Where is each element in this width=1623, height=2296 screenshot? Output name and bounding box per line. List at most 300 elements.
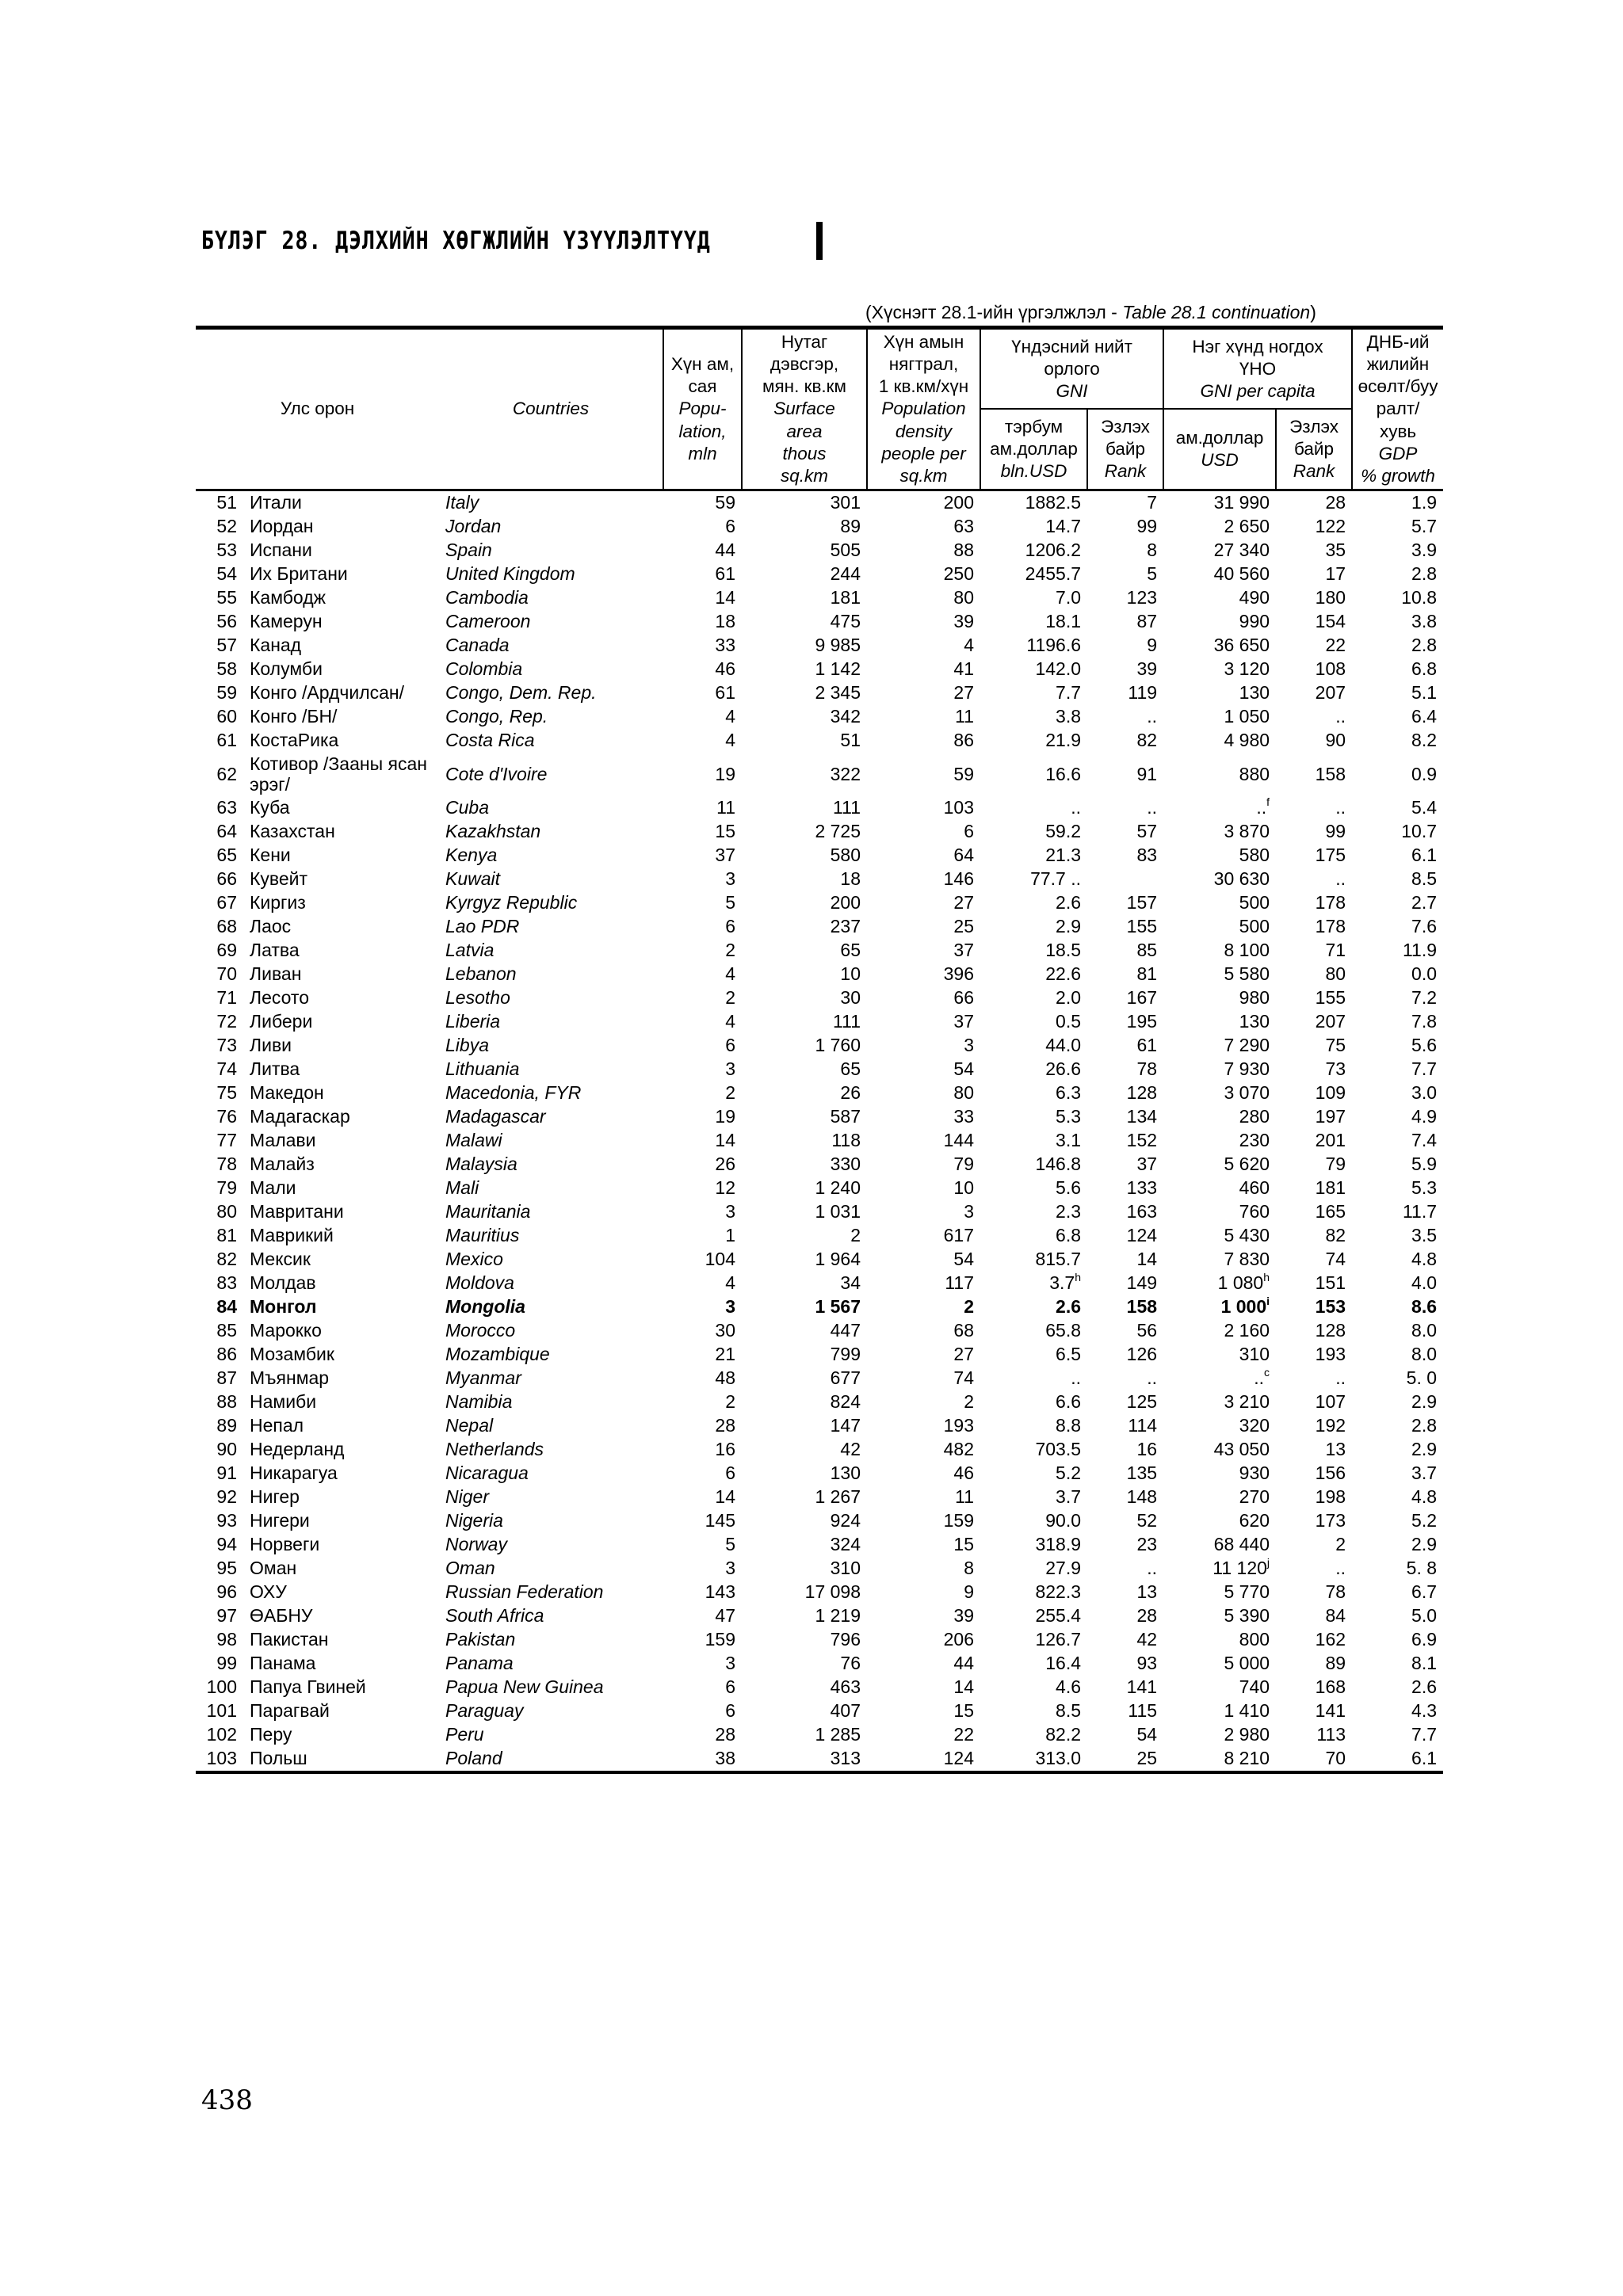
country-name-mn: Ливан bbox=[250, 963, 302, 985]
surface-area-cell: 147 bbox=[830, 1415, 861, 1436]
gni-rank-cell: 28 bbox=[1136, 1605, 1158, 1627]
gni-per-capita-cell: 2 650 bbox=[1224, 516, 1270, 537]
row-number: 78 bbox=[216, 1154, 237, 1175]
surface-area-cell: 42 bbox=[840, 1439, 861, 1460]
population-cell: 6 bbox=[725, 916, 736, 937]
population-cell: 3 bbox=[725, 868, 736, 890]
country-name-en: Mozambique bbox=[445, 1344, 550, 1365]
header-line: орлого bbox=[1044, 358, 1100, 379]
country-name-en: Lebanon bbox=[445, 963, 517, 985]
gni-per-capita-cell: 230 bbox=[1239, 1130, 1270, 1151]
gni-per-capita-rank-cell: 201 bbox=[1315, 1130, 1346, 1151]
country-name-en: Mauritania bbox=[445, 1201, 531, 1222]
country-name-mn: Марокко bbox=[250, 1320, 322, 1341]
header-gnipc-usd bbox=[1163, 409, 1276, 490]
density-cell: 37 bbox=[953, 940, 975, 961]
gni-cell: .. bbox=[1071, 1367, 1082, 1389]
gdp-growth-cell: 5.9 bbox=[1411, 1154, 1438, 1175]
gni-cell: 142.0 bbox=[1035, 658, 1082, 680]
density-cell: 11 bbox=[955, 706, 975, 727]
gni-per-capita-rank-cell: 82 bbox=[1325, 1225, 1346, 1246]
gdp-growth-cell: 2.9 bbox=[1411, 1439, 1438, 1460]
gni-rank-cell: 57 bbox=[1136, 821, 1158, 842]
gdp-growth-cell: 2.9 bbox=[1411, 1391, 1438, 1413]
header-gni-rank bbox=[1087, 409, 1163, 490]
surface-area-cell: 677 bbox=[830, 1367, 861, 1389]
surface-area-cell: 2 bbox=[850, 1225, 861, 1246]
country-name-en: Mongolia bbox=[445, 1296, 525, 1318]
density-cell: 44 bbox=[953, 1653, 975, 1674]
gdp-growth-cell: 8.0 bbox=[1411, 1320, 1438, 1341]
row-number: 82 bbox=[216, 1249, 237, 1270]
density-cell: 3 bbox=[964, 1201, 975, 1222]
density-cell: 66 bbox=[953, 987, 975, 1009]
surface-area-cell: 76 bbox=[840, 1653, 861, 1674]
header-country-mn: Улс орон bbox=[196, 328, 439, 490]
country-name-mn: Нигери bbox=[250, 1510, 310, 1531]
surface-area-cell: 1 267 bbox=[815, 1486, 861, 1508]
gni-per-capita-rank-cell: 175 bbox=[1315, 845, 1346, 866]
surface-area-cell: 17 098 bbox=[804, 1581, 861, 1603]
country-name-mn: Конго /Ардчилсан/ bbox=[250, 682, 405, 704]
row-number: 99 bbox=[216, 1653, 237, 1674]
gni-rank-cell: 135 bbox=[1126, 1463, 1158, 1484]
surface-area-cell: 10 bbox=[840, 963, 861, 985]
country-name-mn: Панама bbox=[250, 1653, 316, 1674]
country-name-mn: Куба bbox=[250, 797, 290, 818]
row-number: 74 bbox=[216, 1058, 237, 1080]
density-cell: 9 bbox=[964, 1581, 975, 1603]
gni-per-capita-rank-cell: 70 bbox=[1276, 1747, 1352, 1772]
country-name-mn: Парагвай bbox=[250, 1700, 330, 1722]
gni-per-capita-cell: 68 440 bbox=[1213, 1534, 1270, 1555]
country-name-mn: Либери bbox=[250, 1011, 313, 1032]
gni-per-capita-cell: 280 bbox=[1239, 1106, 1270, 1127]
density-cell: 8 bbox=[964, 1558, 975, 1579]
country-name-mn: Лесото bbox=[250, 987, 309, 1009]
header-line: GDP bbox=[1378, 443, 1418, 463]
header-line: sq.km bbox=[899, 465, 948, 486]
density-cell: 4 bbox=[964, 635, 975, 656]
population-cell: 143 bbox=[705, 1581, 736, 1603]
gni-cell: 14.7 bbox=[1045, 516, 1082, 537]
header-gni-group bbox=[980, 328, 1163, 410]
gni-rank-cell: 87 bbox=[1136, 611, 1158, 632]
gni-cell: 3.7$^h$ bbox=[1049, 1270, 1082, 1294]
gni-per-capita-cell: 620 bbox=[1239, 1510, 1270, 1531]
country-name-en: Cote d'Ivoire bbox=[445, 763, 548, 784]
density-cell: 54 bbox=[953, 1058, 975, 1080]
surface-area-cell: 118 bbox=[831, 1130, 861, 1151]
density-cell: 63 bbox=[953, 516, 975, 537]
gni-rank-cell: 39 bbox=[1136, 658, 1158, 680]
table-row bbox=[196, 1367, 1443, 1390]
gdp-growth-cell: 3.9 bbox=[1411, 540, 1438, 561]
row-number: 71 bbox=[216, 987, 237, 1009]
density-cell: 11 bbox=[955, 1486, 975, 1508]
row-number: 58 bbox=[216, 658, 237, 680]
gni-per-capita-rank-cell: 80 bbox=[1325, 963, 1346, 985]
world-development-table bbox=[196, 326, 1443, 1774]
country-name-en: Papua New Guinea bbox=[445, 1676, 604, 1698]
population-cell: 4 bbox=[725, 730, 736, 751]
gni-cell: 65.8 bbox=[1045, 1320, 1082, 1341]
population-cell: 12 bbox=[715, 1177, 736, 1199]
gni-per-capita-cell: 11 120$^j$ bbox=[1212, 1555, 1270, 1579]
gni-per-capita-cell: 4 980 bbox=[1224, 730, 1270, 751]
gni-cell: 822.3 bbox=[1035, 1581, 1082, 1603]
country-name-mn: КостаРика bbox=[250, 730, 339, 751]
header-line: Эзлэх bbox=[1289, 416, 1338, 437]
country-name-en: Congo, Dem. Rep. bbox=[445, 682, 597, 704]
country-name-mn: Их Британи bbox=[250, 563, 348, 585]
row-number: 52 bbox=[216, 516, 237, 537]
gdp-growth-cell: 8.1 bbox=[1411, 1653, 1438, 1674]
population-cell: 2 bbox=[725, 987, 736, 1009]
surface-area-cell: 475 bbox=[830, 611, 861, 632]
population-cell: 4 bbox=[725, 706, 736, 727]
country-name-en: Madagascar bbox=[445, 1106, 546, 1127]
population-cell: 14 bbox=[715, 587, 736, 608]
gni-per-capita-cell: 5 580 bbox=[1224, 963, 1270, 985]
row-number: 101 bbox=[206, 1700, 237, 1722]
gni-per-capita-rank-cell: 192 bbox=[1315, 1415, 1346, 1436]
country-name-en: Niger bbox=[445, 1486, 489, 1508]
header-line: sq.km bbox=[781, 465, 829, 486]
row-number: 76 bbox=[216, 1106, 237, 1127]
gni-per-capita-cell: 8 210 bbox=[1163, 1747, 1276, 1772]
population-cell: 26 bbox=[715, 1154, 736, 1175]
surface-area-cell: 796 bbox=[830, 1629, 861, 1650]
population-cell: 2 bbox=[725, 940, 736, 961]
gni-per-capita-cell: 760 bbox=[1239, 1201, 1270, 1222]
gni-rank-cell: 54 bbox=[1136, 1724, 1158, 1745]
country-name-mn: Мадагаскар bbox=[250, 1106, 350, 1127]
table-row bbox=[196, 1343, 1443, 1367]
gni-per-capita-rank-cell: 90 bbox=[1325, 730, 1346, 751]
gdp-growth-cell: 11.7 bbox=[1402, 1201, 1438, 1222]
gdp-growth-cell: 2.8 bbox=[1411, 635, 1438, 656]
gni-per-capita-cell: 320 bbox=[1239, 1415, 1270, 1436]
gni-cell: 146.8 bbox=[1035, 1154, 1082, 1175]
row-number: 56 bbox=[216, 611, 237, 632]
table-row bbox=[196, 1177, 1443, 1200]
row-number: 72 bbox=[216, 1011, 237, 1032]
gni-cell: 6.6 bbox=[1056, 1391, 1082, 1413]
gni-cell: 8.8 bbox=[1056, 1415, 1082, 1436]
country-name-en: Nepal bbox=[445, 1415, 494, 1436]
surface-area-cell: 1 964 bbox=[815, 1249, 861, 1270]
row-number: 95 bbox=[216, 1558, 237, 1579]
country-name-mn: Мозамбик bbox=[250, 1344, 334, 1365]
gdp-growth-cell: 3.8 bbox=[1411, 611, 1438, 632]
gni-rank-cell: 78 bbox=[1136, 1058, 1158, 1080]
row-number: 97 bbox=[216, 1605, 237, 1627]
gni-per-capita-cell: 7 290 bbox=[1224, 1035, 1270, 1056]
row-number: 80 bbox=[216, 1201, 237, 1222]
table-row bbox=[196, 658, 1443, 681]
country-name-mn: Мексик bbox=[250, 1249, 311, 1270]
country-name-mn: Оман bbox=[250, 1558, 297, 1579]
table-row bbox=[196, 1509, 1443, 1533]
gni-cell: 82.2 bbox=[1045, 1724, 1082, 1745]
country-name-en: Latvia bbox=[445, 940, 495, 961]
population-cell: 2 bbox=[725, 1391, 736, 1413]
table-row bbox=[196, 1248, 1443, 1272]
gni-per-capita-rank-cell: 17 bbox=[1325, 563, 1346, 585]
table-row bbox=[196, 705, 1443, 729]
country-name-en: Lao PDR bbox=[445, 916, 520, 937]
table-row bbox=[196, 1414, 1443, 1438]
gni-per-capita-rank-cell: 74 bbox=[1325, 1249, 1346, 1270]
gni-rank-cell: 125 bbox=[1126, 1391, 1158, 1413]
gni-per-capita-rank-cell: 89 bbox=[1325, 1653, 1346, 1674]
population-cell: 46 bbox=[715, 658, 736, 680]
density-cell: 79 bbox=[953, 1154, 975, 1175]
country-name-en: Italy bbox=[445, 492, 479, 513]
row-number: 66 bbox=[216, 868, 237, 890]
header-gnipc-rank bbox=[1276, 409, 1352, 490]
table-row bbox=[196, 1486, 1443, 1509]
density-cell: 88 bbox=[953, 540, 975, 561]
gni-per-capita-rank-cell: .. bbox=[1335, 1367, 1346, 1389]
country-name-mn: Мали bbox=[250, 1177, 296, 1199]
gni-cell: 7.0 bbox=[1056, 587, 1082, 608]
gni-per-capita-rank-cell: 198 bbox=[1315, 1486, 1346, 1508]
table-row bbox=[196, 820, 1443, 844]
country-name-mn: Норвеги bbox=[250, 1534, 320, 1555]
gni-rank-cell: 158 bbox=[1126, 1296, 1158, 1318]
population-cell: 19 bbox=[715, 1106, 736, 1127]
population-cell: 11 bbox=[716, 797, 736, 818]
gni-cell: 7.7 bbox=[1056, 682, 1082, 704]
population-cell: 44 bbox=[715, 540, 736, 561]
footnote-marker: h bbox=[1075, 1270, 1082, 1283]
density-cell: 482 bbox=[943, 1439, 975, 1460]
density-cell: 27 bbox=[953, 682, 975, 704]
country-name-en: Pakistan bbox=[445, 1629, 516, 1650]
gdp-growth-cell: 2.9 bbox=[1411, 1534, 1438, 1555]
table-body bbox=[196, 490, 1443, 1772]
header-line: ДНБ-ий bbox=[1366, 332, 1430, 352]
country-name-mn: Недерланд bbox=[250, 1439, 345, 1460]
table-row bbox=[196, 1105, 1443, 1129]
gni-cell: 16.6 bbox=[1045, 763, 1082, 784]
density-cell: 124 bbox=[867, 1747, 980, 1772]
gni-cell: 2.0 bbox=[1056, 987, 1082, 1009]
table-row bbox=[196, 490, 1443, 515]
gni-per-capita-cell: 460 bbox=[1239, 1177, 1270, 1199]
country-name-en: Mali bbox=[445, 1177, 479, 1199]
gni-cell: 6.3 bbox=[1056, 1082, 1082, 1104]
density-cell: 200 bbox=[943, 492, 975, 513]
gni-cell: 44.0 bbox=[1045, 1035, 1082, 1056]
gni-per-capita-rank-cell: 181 bbox=[1315, 1177, 1346, 1199]
gni-per-capita-cell: 7 930 bbox=[1224, 1058, 1270, 1080]
table-row bbox=[196, 1319, 1443, 1343]
gni-per-capita-cell: 40 560 bbox=[1213, 563, 1270, 585]
row-number: 70 bbox=[216, 963, 237, 985]
table-row bbox=[196, 515, 1443, 539]
surface-area-cell: 463 bbox=[830, 1676, 861, 1698]
gni-per-capita-rank-cell: 207 bbox=[1315, 1011, 1346, 1032]
gni-rank-cell: 119 bbox=[1128, 682, 1158, 704]
gni-rank-cell: .. bbox=[1147, 1558, 1158, 1579]
gdp-growth-cell: 8.0 bbox=[1411, 1344, 1438, 1365]
header-line: сая bbox=[688, 376, 717, 397]
population-cell: 59 bbox=[715, 492, 736, 513]
surface-area-cell: 1 240 bbox=[815, 1177, 861, 1199]
population-cell: 6 bbox=[725, 1676, 736, 1698]
density-cell: 159 bbox=[943, 1510, 975, 1531]
row-number: 91 bbox=[216, 1463, 237, 1484]
surface-area-cell: 924 bbox=[830, 1510, 861, 1531]
surface-area-cell: 330 bbox=[830, 1154, 861, 1175]
gni-cell: 815.7 bbox=[1035, 1249, 1082, 1270]
population-cell: 15 bbox=[715, 821, 736, 842]
gni-rank-cell: 81 bbox=[1136, 963, 1158, 985]
gni-per-capita-rank-cell: 13 bbox=[1325, 1439, 1346, 1460]
gni-per-capita-cell: 3 070 bbox=[1224, 1082, 1270, 1104]
row-number: 54 bbox=[216, 563, 237, 585]
density-cell: 206 bbox=[943, 1629, 975, 1650]
footnote-marker: j bbox=[1266, 1555, 1270, 1569]
population-cell: 5 bbox=[725, 1534, 736, 1555]
row-number: 68 bbox=[216, 916, 237, 937]
surface-area-cell: 799 bbox=[830, 1344, 861, 1365]
gdp-growth-cell: 3.7 bbox=[1411, 1463, 1438, 1484]
header-line: ам.доллар bbox=[1175, 428, 1264, 448]
gni-per-capita-cell: 500 bbox=[1239, 916, 1270, 937]
gni-rank-cell: 8 bbox=[1147, 540, 1158, 561]
country-name-mn: Мавритани bbox=[250, 1201, 344, 1222]
population-cell: 145 bbox=[705, 1510, 736, 1531]
table-row bbox=[196, 1676, 1443, 1699]
country-name-en: Spain bbox=[445, 540, 492, 561]
gni-per-capita-rank-cell: 153 bbox=[1315, 1296, 1346, 1318]
surface-area-cell: 587 bbox=[830, 1106, 861, 1127]
gdp-growth-cell: 5.2 bbox=[1411, 1510, 1438, 1531]
gdp-growth-cell: 5.0 bbox=[1411, 1605, 1438, 1627]
header-line: Population bbox=[881, 399, 966, 419]
gdp-growth-cell: 6.7 bbox=[1411, 1581, 1438, 1603]
row-number: 65 bbox=[216, 845, 237, 866]
density-cell: 146 bbox=[943, 868, 975, 890]
row-number: 96 bbox=[216, 1581, 237, 1603]
population-cell: 16 bbox=[715, 1439, 736, 1460]
gni-per-capita-cell: 580 bbox=[1239, 845, 1270, 866]
country-name-mn: Молдав bbox=[250, 1272, 316, 1294]
gni-per-capita-rank-cell: 162 bbox=[1315, 1629, 1346, 1650]
header-line: ҮНО bbox=[1239, 358, 1277, 379]
density-cell: 22 bbox=[953, 1724, 975, 1745]
header-line: мян. кв.км bbox=[762, 376, 846, 397]
gni-rank-cell: 37 bbox=[1136, 1154, 1158, 1175]
country-name-en: Colombia bbox=[445, 658, 523, 680]
country-name-mn: Колумби bbox=[250, 658, 323, 680]
gdp-growth-cell: 2.6 bbox=[1411, 1676, 1438, 1698]
table-row bbox=[196, 1699, 1443, 1723]
surface-area-cell: 447 bbox=[830, 1320, 861, 1341]
country-name-en: Peru bbox=[445, 1724, 484, 1745]
gni-cell: 5.2 bbox=[1056, 1463, 1082, 1484]
gni-per-capita-cell: 1 050 bbox=[1224, 706, 1270, 727]
gni-per-capita-cell: ..$^c$ bbox=[1254, 1365, 1270, 1389]
surface-area-cell: 2 725 bbox=[815, 821, 861, 842]
table-row bbox=[196, 796, 1443, 820]
header-line: GNI bbox=[1056, 380, 1088, 401]
gni-per-capita-cell: 3 870 bbox=[1224, 821, 1270, 842]
table-row bbox=[196, 634, 1443, 658]
gni-rank-cell: 5 bbox=[1147, 563, 1158, 585]
gni-rank-cell: 93 bbox=[1136, 1653, 1158, 1674]
gni-per-capita-cell: 31 990 bbox=[1213, 492, 1270, 513]
gni-cell: 126.7 bbox=[1035, 1629, 1082, 1650]
header-line: USD bbox=[1201, 450, 1239, 471]
surface-area-cell: 580 bbox=[830, 845, 861, 866]
gdp-growth-cell: 5. 8 bbox=[1406, 1558, 1438, 1579]
gni-rank-cell: 195 bbox=[1126, 1011, 1158, 1032]
gdp-growth-cell: 5.6 bbox=[1411, 1035, 1438, 1056]
gni-cell: 703.5 bbox=[1035, 1439, 1082, 1460]
gni-rank-cell: .. bbox=[1147, 797, 1158, 818]
gni-cell: 1196.6 bbox=[1026, 635, 1082, 656]
header-line: Нэг хүнд ногдох bbox=[1192, 336, 1323, 357]
density-cell: 250 bbox=[943, 563, 975, 585]
gdp-growth-cell: 5. 0 bbox=[1406, 1367, 1438, 1389]
density-cell: 2 bbox=[964, 1391, 975, 1413]
gni-rank-cell: 123 bbox=[1126, 587, 1158, 608]
gni-rank-cell: 83 bbox=[1136, 845, 1158, 866]
gni-per-capita-cell: 740 bbox=[1239, 1676, 1270, 1698]
country-name-en: Libya bbox=[445, 1035, 489, 1056]
population-cell: 2 bbox=[725, 1082, 736, 1104]
gni-per-capita-rank-cell: 158 bbox=[1315, 763, 1346, 784]
country-name-en: Nigeria bbox=[445, 1510, 503, 1531]
population-cell: 48 bbox=[715, 1367, 736, 1389]
gni-per-capita-rank-cell: 154 bbox=[1315, 611, 1346, 632]
gdp-growth-cell: 7.2 bbox=[1411, 987, 1438, 1009]
gdp-growth-cell: 6.1 bbox=[1352, 1747, 1443, 1772]
gni-cell: 8.5 bbox=[1056, 1700, 1082, 1722]
gdp-growth-cell: 2.7 bbox=[1411, 892, 1438, 913]
country-name-mn: Канад bbox=[250, 635, 302, 656]
gni-rank-cell: 91 bbox=[1136, 763, 1158, 784]
density-cell: 25 bbox=[953, 916, 975, 937]
table-row bbox=[196, 891, 1443, 915]
gni-per-capita-rank-cell: 28 bbox=[1325, 492, 1346, 513]
gni-cell: 3.8 bbox=[1056, 706, 1082, 727]
gni-per-capita-rank-cell: 79 bbox=[1325, 1154, 1346, 1175]
gdp-growth-cell: 1.9 bbox=[1411, 492, 1438, 513]
gni-per-capita-cell: 1 000$^i$ bbox=[1220, 1294, 1270, 1318]
density-cell: 117 bbox=[945, 1272, 975, 1294]
surface-area-cell: 342 bbox=[830, 706, 861, 727]
population-cell: 28 bbox=[715, 1724, 736, 1745]
density-cell: 15 bbox=[953, 1700, 975, 1722]
chapter-header bbox=[201, 223, 793, 258]
table-row bbox=[196, 1581, 1443, 1604]
table-row bbox=[196, 1628, 1443, 1652]
country-name-mn: Испани bbox=[250, 540, 312, 561]
surface-area-cell: 26 bbox=[840, 1082, 861, 1104]
country-name-en: South Africa bbox=[445, 1605, 544, 1627]
country-name-mn: Нигер bbox=[250, 1486, 300, 1508]
density-cell: 46 bbox=[953, 1463, 975, 1484]
row-number: 61 bbox=[216, 730, 237, 751]
gdp-growth-cell: 4.8 bbox=[1411, 1249, 1438, 1270]
density-cell: 193 bbox=[943, 1415, 975, 1436]
